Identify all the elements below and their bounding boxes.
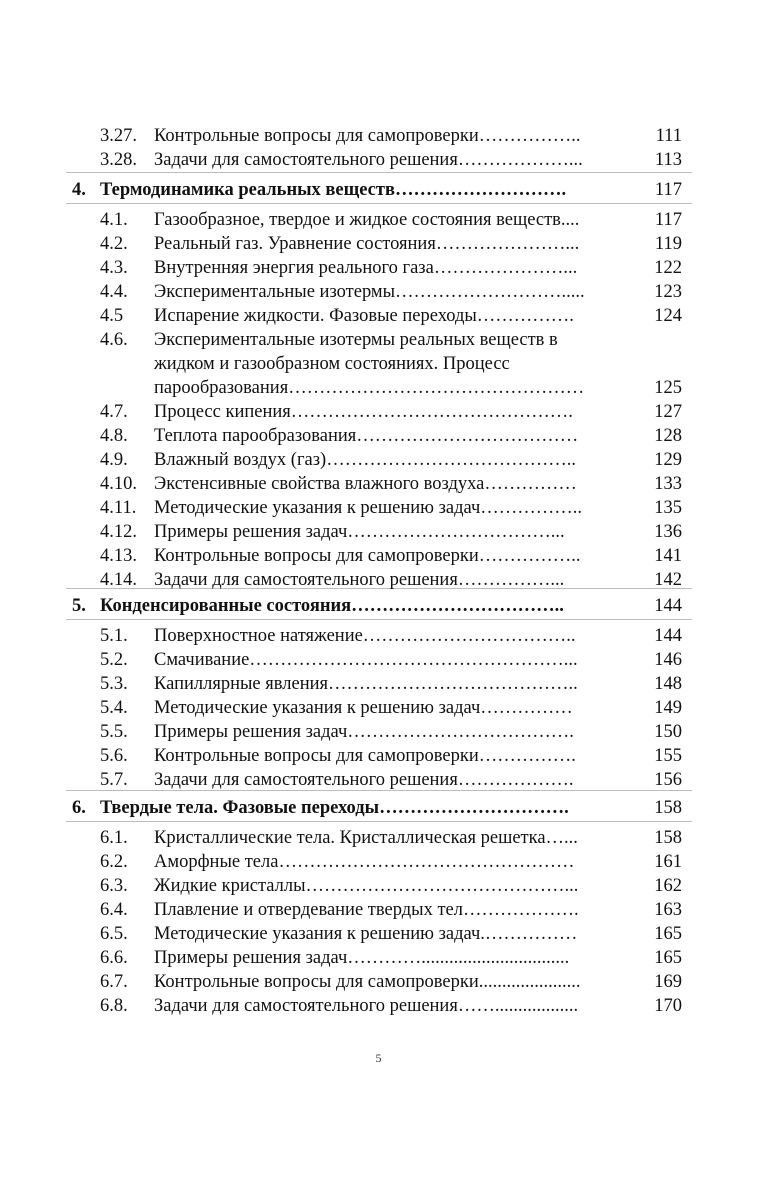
toc-page-number: 127 <box>654 402 682 422</box>
toc-title: Методические указания к решению задач.…………… <box>154 924 578 944</box>
toc-page-number: 125 <box>654 378 682 398</box>
toc-page-number: 149 <box>654 698 682 718</box>
toc-entry-row <box>0 624 757 648</box>
toc-title: Задачи для самостоятельного решения………………... <box>154 150 583 170</box>
toc-title: Твердые тела. Фазовые переходы…………………………. <box>100 798 569 818</box>
toc-entry-row <box>0 496 757 520</box>
toc-number: 3.28. <box>100 150 137 170</box>
toc-page-number: 117 <box>654 180 682 200</box>
toc-chapter-row <box>0 178 757 202</box>
toc-entry-row <box>0 544 757 568</box>
toc-chapter-row <box>0 594 757 618</box>
toc-title: Примеры решения задач………………………………. <box>154 722 574 742</box>
toc-number: 6.8. <box>100 996 128 1016</box>
toc-number: 4.6. <box>100 330 128 350</box>
toc-title: Примеры решения задач……………………………... <box>154 522 565 542</box>
toc-entry-row <box>0 520 757 544</box>
toc-entry-row <box>0 898 757 922</box>
toc-page-number: 123 <box>654 282 682 302</box>
toc-page-number: 150 <box>654 722 682 742</box>
toc-page-number: 129 <box>654 450 682 470</box>
toc-entry-row <box>0 768 757 792</box>
toc-number: 6. <box>72 798 86 818</box>
toc-title: Кристаллические тела. Кристаллическая решетка…... <box>154 828 578 848</box>
toc-number: 5.1. <box>100 626 128 646</box>
toc-title: Контрольные вопросы для самопроверки……………. <box>154 746 576 766</box>
toc-title: Термодинамика реальных веществ………………………. <box>100 180 567 200</box>
toc-page-number: 165 <box>654 924 682 944</box>
toc-page-number: 162 <box>654 876 682 896</box>
toc-page-number: 148 <box>654 674 682 694</box>
toc-number: 5.5. <box>100 722 128 742</box>
toc-title: Конденсированные состояния…………………………….. <box>100 596 564 616</box>
toc-entry-row <box>0 696 757 720</box>
toc-entry-row <box>0 744 757 768</box>
toc-page-number: 142 <box>654 570 682 590</box>
toc-page-number: 161 <box>654 852 682 872</box>
toc-number: 5.2. <box>100 650 128 670</box>
toc-title: Примеры решения задач…………................................ <box>154 948 570 968</box>
toc-chapter-row <box>0 796 757 820</box>
toc-page-number: 141 <box>654 546 682 566</box>
toc-number: 6.3. <box>100 876 128 896</box>
toc-page-number: 124 <box>654 306 682 326</box>
toc-page-number: 135 <box>654 498 682 518</box>
toc-number: 5.4. <box>100 698 128 718</box>
toc-page-number: 144 <box>654 626 682 646</box>
toc-entry-row <box>0 472 757 496</box>
toc-page-number: 165 <box>654 948 682 968</box>
toc-entry-row <box>0 850 757 874</box>
toc-number: 4.2. <box>100 234 128 254</box>
toc-title: Задачи для самостоятельного решения……………... <box>154 570 565 590</box>
toc-title: Поверхностное натяжение…………………………….. <box>154 626 576 646</box>
toc-entry-row <box>0 672 757 696</box>
toc-entry-row <box>0 124 757 148</box>
toc-number: 6.4. <box>100 900 128 920</box>
toc-entry-row <box>0 874 757 898</box>
toc-page-number: 136 <box>654 522 682 542</box>
toc-number: 4.5 <box>100 306 124 326</box>
toc-entry-row <box>0 448 757 472</box>
toc-entry-row <box>0 352 757 376</box>
toc-page-number: 128 <box>654 426 682 446</box>
toc-entry-row <box>0 400 757 424</box>
toc-title: парообразования………………………………………… <box>154 378 585 398</box>
toc-number: 6.5. <box>100 924 128 944</box>
toc-number: 4.13. <box>100 546 137 566</box>
toc-page-number: 158 <box>654 798 682 818</box>
toc-page-number: 119 <box>654 234 682 254</box>
toc-number: 4.9. <box>100 450 128 470</box>
toc-number: 4.14. <box>100 570 137 590</box>
toc-title: Жидкие кристаллы……………………………………... <box>154 876 579 896</box>
toc-page-number: 144 <box>654 596 682 616</box>
toc-entry-row <box>0 328 757 352</box>
toc-page-number: 155 <box>654 746 682 766</box>
toc-entry-row <box>0 946 757 970</box>
toc-entry-row <box>0 424 757 448</box>
toc-number: 3.27. <box>100 126 137 146</box>
toc-title: Экспериментальные изотермы………………………..... <box>154 282 585 302</box>
toc-title: Процесс кипения………………………………………. <box>154 402 573 422</box>
toc-page-number: 170 <box>654 996 682 1016</box>
toc-number: 4.8. <box>100 426 128 446</box>
toc-entry-row <box>0 922 757 946</box>
toc-number: 6.7. <box>100 972 128 992</box>
toc-title: Экстенсивные свойства влажного воздуха…………… <box>154 474 577 494</box>
toc-title: Контрольные вопросы для самопроверки...................... <box>154 972 581 992</box>
toc-number: 5.6. <box>100 746 128 766</box>
toc-entry-row <box>0 568 757 592</box>
toc-page-number: 113 <box>654 150 682 170</box>
toc-entry-row <box>0 304 757 328</box>
toc-page-number: 133 <box>654 474 682 494</box>
toc-title: жидком и газообразном состояниях. Процесс <box>154 354 510 374</box>
toc-page-number: 117 <box>654 210 682 230</box>
toc-title: Методические указания к решению задач…………… <box>154 698 573 718</box>
toc-entry-row <box>0 256 757 280</box>
toc-entry-row <box>0 232 757 256</box>
toc-page-number: 169 <box>654 972 682 992</box>
toc-title: Влажный воздух (газ)………………………………….. <box>154 450 576 470</box>
toc-number: 4.3. <box>100 258 128 278</box>
toc-entry-row <box>0 208 757 232</box>
toc-title: Экспериментальные изотермы реальных веществ в <box>154 330 558 350</box>
toc-number: 4.1. <box>100 210 128 230</box>
toc-entry-row <box>0 280 757 304</box>
toc-number: 4.4. <box>100 282 128 302</box>
toc-entry-row <box>0 720 757 744</box>
toc-number: 4.12. <box>100 522 137 542</box>
toc-title: Теплота парообразования……………………………… <box>154 426 579 446</box>
toc-page-number: 163 <box>654 900 682 920</box>
page-number: 5 <box>375 1051 382 1065</box>
toc-title: Задачи для самостоятельного решения…….................. <box>154 996 579 1016</box>
toc-title: Плавление и отвердевание твердых тел………………. <box>154 900 579 920</box>
toc-page-number: 156 <box>654 770 682 790</box>
toc-title: Задачи для самостоятельного решения………………. <box>154 770 574 790</box>
toc-title: Методические указания к решению задач…………….. <box>154 498 583 518</box>
toc-number: 4.7. <box>100 402 128 422</box>
toc-page-number: 146 <box>654 650 682 670</box>
toc-number: 6.2. <box>100 852 128 872</box>
toc-page-number: 111 <box>655 126 682 146</box>
toc-page-number: 158 <box>654 828 682 848</box>
toc-number: 6.1. <box>100 828 128 848</box>
toc-entry-row <box>0 826 757 850</box>
toc-entry-row <box>0 970 757 994</box>
toc-title: Капиллярные явления………………………………….. <box>154 674 578 694</box>
toc-number: 4. <box>72 180 86 200</box>
toc-title: Газообразное, твердое и жидкое состояния веществ.... <box>154 210 580 230</box>
toc-title: Аморфные тела………………………………………… <box>154 852 575 872</box>
section-divider <box>66 172 692 173</box>
toc-title: Испарение жидкости. Фазовые переходы……………. <box>154 306 574 326</box>
toc-number: 6.6. <box>100 948 128 968</box>
toc-number: 5.3. <box>100 674 128 694</box>
toc-title: Реальный газ. Уравнение состояния…………………... <box>154 234 580 254</box>
toc-title: Контрольные вопросы для самопроверки…………….. <box>154 126 581 146</box>
toc-page-number: 122 <box>654 258 682 278</box>
toc-number: 5. <box>72 596 86 616</box>
section-divider <box>66 203 692 204</box>
toc-number: 4.11. <box>100 498 137 518</box>
toc-title: Смачивание……………………………………………... <box>154 650 578 670</box>
toc-entry-row <box>0 376 757 400</box>
toc-entry-row <box>0 148 757 172</box>
toc-title: Внутренняя энергия реального газа…………………... <box>154 258 578 278</box>
toc-entry-row <box>0 994 757 1018</box>
toc-number: 5.7. <box>100 770 128 790</box>
toc-entry-row <box>0 648 757 672</box>
toc-title: Контрольные вопросы для самопроверки…………….. <box>154 546 581 566</box>
section-divider <box>66 821 692 822</box>
toc-number: 4.10. <box>100 474 137 494</box>
section-divider <box>66 619 692 620</box>
